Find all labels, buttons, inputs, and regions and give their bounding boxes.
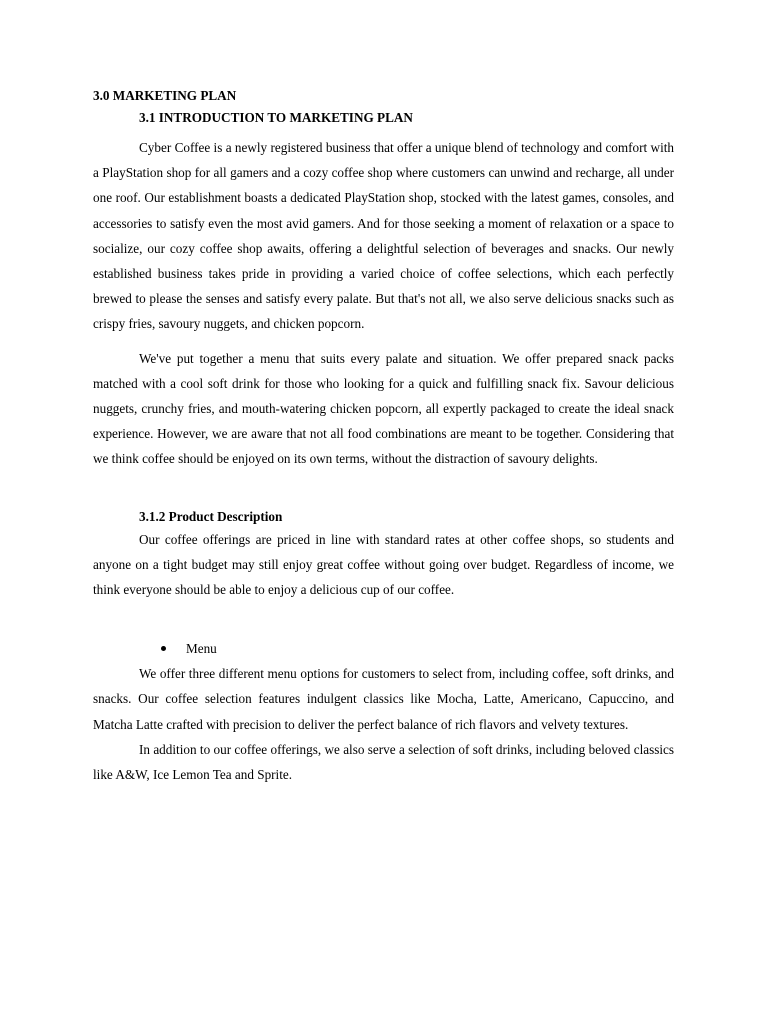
heading-marketing-plan: 3.0 MARKETING PLAN — [93, 88, 237, 103]
paragraph-intro-1: Cyber Coffee is a newly registered business that offer a unique blend of technology and comfort with a PlayStation shop for all gamers and a cozy coffee shop where customers can unwind and recharge, all under one roof. Our establishment boasts a dedicated PlayStation shop, stocked with the latest games, consoles, and accessories to satisfy even the most avid gamers. And for those seeking a moment of relaxation or a space to socialize, our cozy coffee shop awaits, offering a delightful selection of beverages and snacks. Our newly established business takes pride in providing a varied choice of coffee selections, which each perfectly brewed to please the senses and satisfy every palate. But that's not all, we also serve delicious snacks such as crispy fries, savoury nuggets, and chicken popcorn. — [93, 140, 674, 332]
heading-product-description: 3.1.2 Product Description — [139, 508, 283, 524]
paragraph-product-description: Our coffee offerings are priced in line with standard rates at other coffee shops, so students and anyone on a tight budget may still enjoy great coffee without going over budget. Regardless of income, we think everyone should be able to enjoy a delicious cup of our coffee. — [93, 531, 674, 598]
paragraph-menu-1: We offer three different menu options for customers to select from, including coffee, soft drinks, and snacks. Our coffee selection features indulgent classics like Mocha, Latte, Americano, Capuccino, and Matcha Latte crafted with precision to deliver the perfect balance of rich flavors and velvety textures. — [93, 666, 674, 732]
document-page — [93, 86, 674, 787]
bullet-icon — [161, 646, 166, 651]
bullet-label: Menu — [186, 641, 217, 657]
paragraph-intro-2: We've put together a menu that suits every palate and situation. We offer prepared snack packs matched with a cool soft drink for those who looking for a quick and fulfilling snack fix. Savour delicious nuggets, crunchy fries, and mouth-watering chicken popcorn, all expertly packaged to create the ideal snack experience. However, we are aware that not all food combinations are meant to be together. Considering that we think coffee should be enjoyed on its own terms, without the distraction of savoury delights. — [93, 350, 674, 467]
bullet-item-menu — [161, 639, 674, 659]
heading-introduction: 3.1 INTRODUCTION TO MARKETING PLAN — [139, 110, 413, 125]
paragraph-menu-2: In addition to our coffee offerings, we also serve a selection of soft drinks, including beloved classics like A&W, Ice Lemon Tea and Sprite. — [93, 741, 674, 783]
